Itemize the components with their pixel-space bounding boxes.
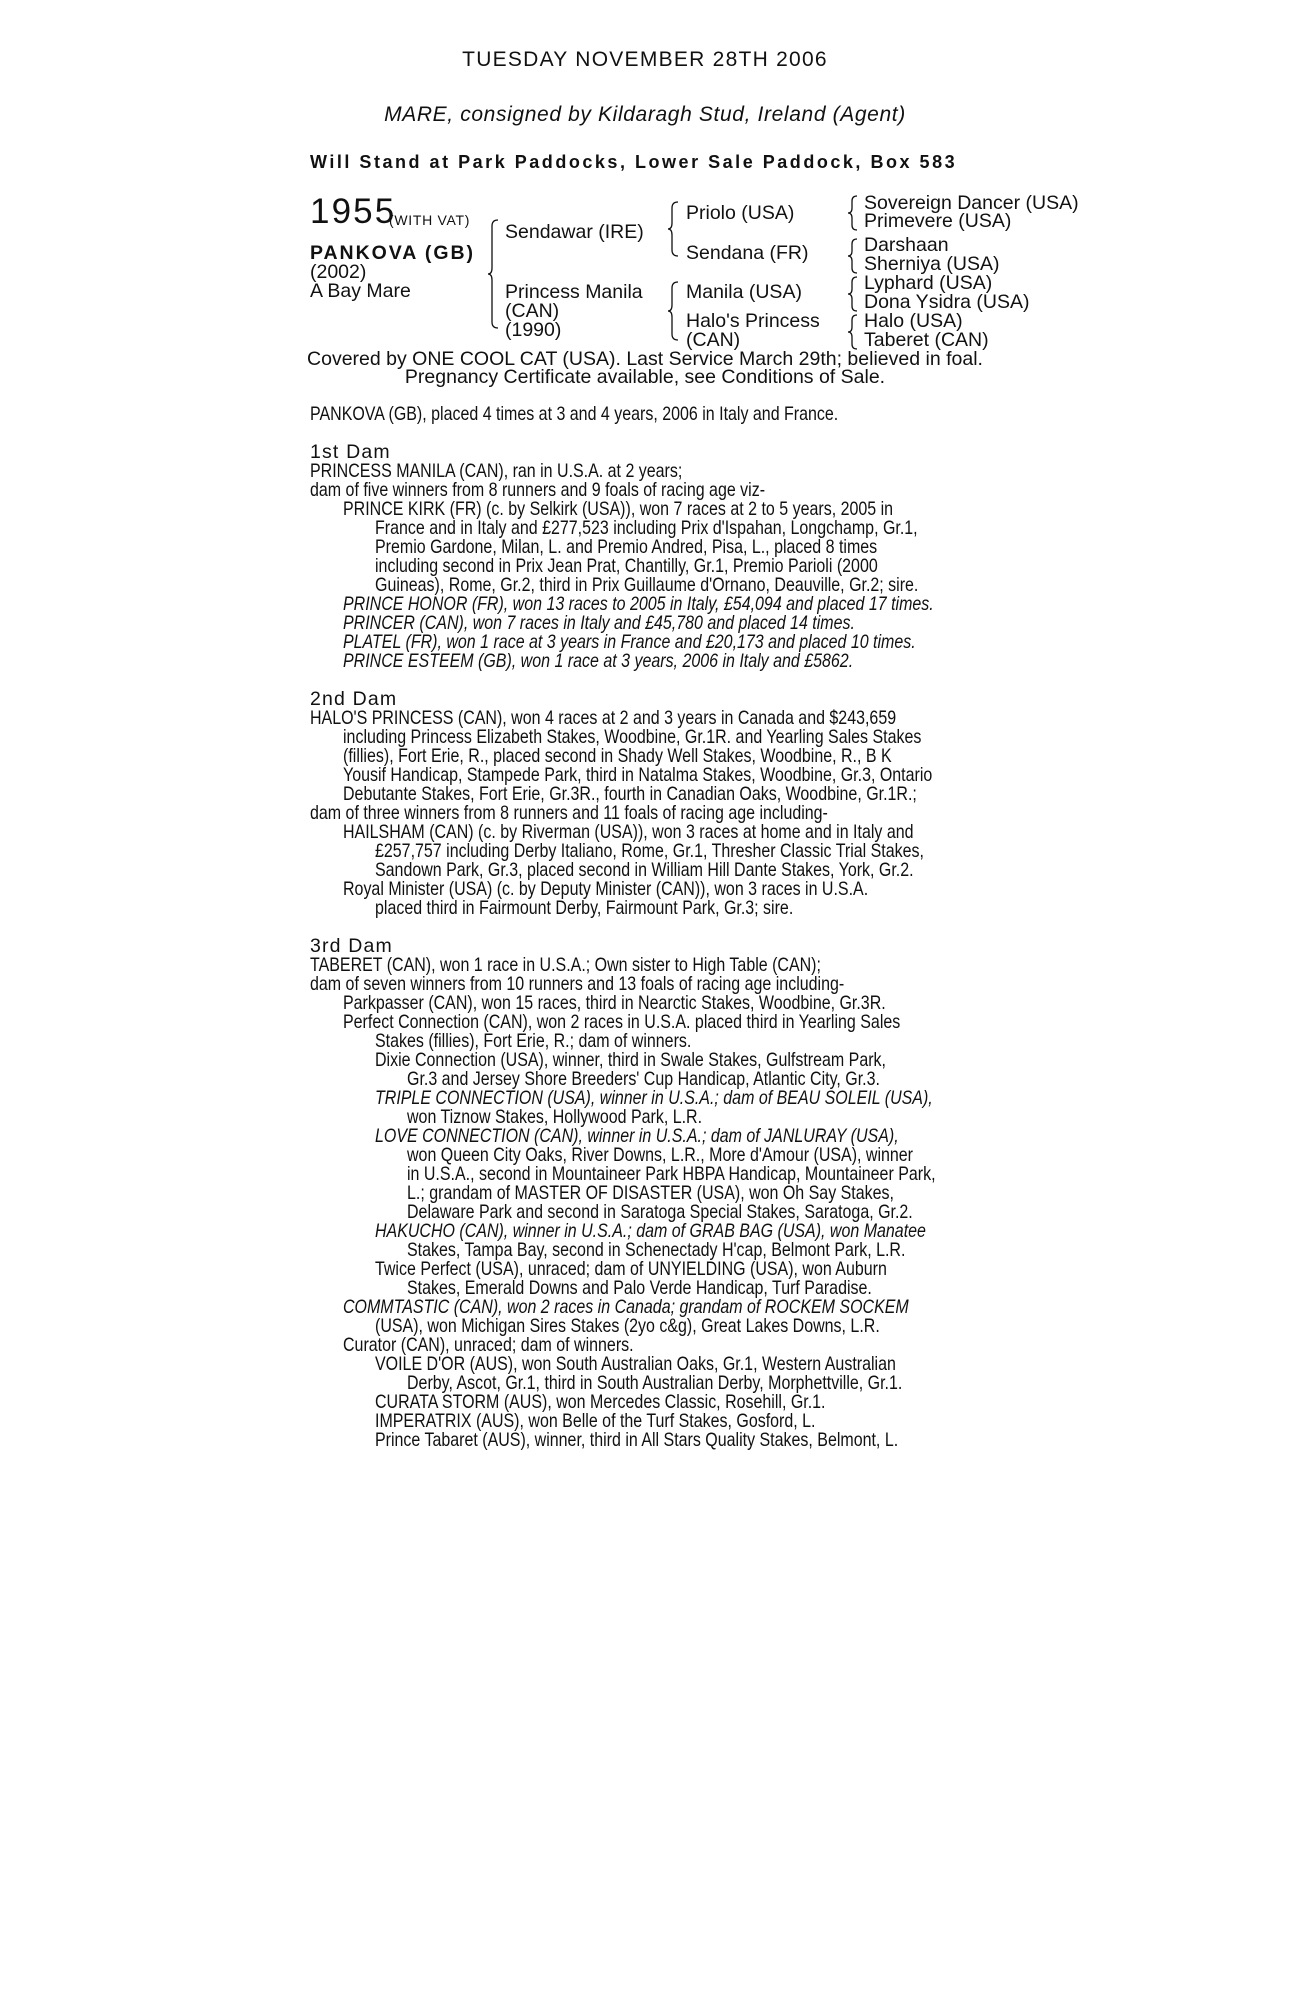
- dam3-line: Stakes (fillies), Fort Erie, R.; dam of winners.: [375, 1030, 692, 1052]
- dam2-line: including Princess Elizabeth Stakes, Woodbine, Gr.1R. and Yearling Sales Stakes: [343, 726, 922, 748]
- racing-summary: PANKOVA (GB), placed 4 times at 3 and 4 years, 2006 in Italy and France.: [310, 403, 839, 425]
- pedigree-dam-dam-country: (CAN): [686, 329, 741, 351]
- third-dam-heading: 3rd Dam: [310, 935, 393, 957]
- pedigree-brace-gen1: [488, 218, 502, 330]
- dam2-line: placed third in Fairmount Derby, Fairmount Park, Gr.3; sire.: [375, 897, 794, 919]
- first-dam-heading: 1st Dam: [310, 441, 391, 463]
- pedigree-sire-sire: Priolo (USA): [686, 202, 795, 224]
- dam1-line: PLATEL (FR), won 1 race at 3 years in France and £20,173 and placed 10 times.: [343, 631, 916, 653]
- dam3-line: (USA), won Michigan Sires Stakes (2yo c&g), Great Lakes Downs, L.R.: [375, 1315, 880, 1337]
- dam1-line: France and in Italy and £277,523 including Prix d'Ispahan, Longchamp, Gr.1,: [375, 517, 918, 539]
- second-dam-section: [310, 690, 1062, 918]
- pedigree-dam-dam-name: Halo's Princess: [686, 310, 820, 332]
- dam3-line: TABERET (CAN), won 1 race in U.S.A.; Own sister to High Table (CAN);: [310, 954, 821, 976]
- dam3-line: VOILE D'OR (AUS), won South Australian Oaks, Gr.1, Western Australian: [375, 1353, 896, 1375]
- lot-number: 1955: [310, 192, 397, 231]
- pedigree-sire: Sendawar (IRE): [505, 221, 644, 243]
- dam3-line: Perfect Connection (CAN), won 2 races in U.S.A. placed third in Yearling Sales: [343, 1011, 901, 1033]
- dam1-line: Premio Gardone, Milan, L. and Premio Andred, Pisa, L., placed 8 times: [375, 536, 878, 558]
- pedigree-brace-sire: [668, 200, 682, 258]
- pedigree-brace-dam: [668, 280, 682, 342]
- dam2-line: (fillies), Fort Erie, R., placed second in Shady Well Stakes, Woodbine, R., B K: [343, 745, 892, 767]
- pedigree-g7: Halo (USA): [864, 310, 963, 332]
- dam1-line: PRINCE HONOR (FR), won 13 races to 2005 in Italy, £54,094 and placed 17 times.: [343, 593, 934, 615]
- dam2-line: Debutante Stakes, Fort Erie, Gr.3R., fourth in Canadian Oaks, Woodbine, Gr.1R.;: [343, 783, 917, 805]
- pedigree-brace-g3a: [848, 194, 860, 232]
- dam3-line: dam of seven winners from 10 runners and 13 foals of racing age including-: [310, 973, 845, 995]
- horse-description: A Bay Mare: [310, 280, 411, 302]
- horse-year: (2002): [310, 261, 367, 283]
- dam3-line: won Tiznow Stakes, Hollywood Park, L.R.: [407, 1106, 703, 1128]
- dam3-line: Dixie Connection (USA), winner, third in Swale Stakes, Gulfstream Park,: [375, 1049, 887, 1071]
- dam2-line: HAILSHAM (CAN) (c. by Riverman (USA)), won 3 races at home and in Italy and: [343, 821, 914, 843]
- dam1-line: Guineas), Rome, Gr.2, third in Prix Guillaume d'Ornano, Deauville, Gr.2; sire.: [375, 574, 919, 596]
- second-dam-heading: 2nd Dam: [310, 688, 398, 710]
- consignment-line: MARE, consigned by Kildaragh Stud, Ireland (Agent): [384, 103, 906, 126]
- covered-note: Covered by ONE COOL CAT (USA). Last Service March 29th; believed in foal.: [307, 348, 983, 370]
- dam2-line: dam of three winners from 8 runners and 11 foals of racing age including-: [310, 802, 828, 824]
- pedigree-dam-year: (1990): [505, 319, 562, 341]
- pedigree-g5: Lyphard (USA): [864, 272, 993, 294]
- dam1-line: PRINCE ESTEEM (GB), won 1 race at 3 years, 2006 in Italy and £5862.: [343, 650, 854, 672]
- dam3-line: COMMTASTIC (CAN), won 2 races in Canada; grandam of ROCKEM SOCKEM: [343, 1296, 909, 1318]
- horse-name: PANKOVA (GB): [310, 242, 475, 264]
- dam1-line: PRINCE KIRK (FR) (c. by Selkirk (USA)), won 7 races at 2 to 5 years, 2005 in: [343, 498, 894, 520]
- pedigree-brace-g3b: [848, 237, 860, 275]
- pedigree-dam-name: Princess Manila: [505, 281, 643, 303]
- dam2-line: HALO'S PRINCESS (CAN), won 4 races at 2 and 3 years in Canada and $243,659: [310, 707, 897, 729]
- pedigree-g2: Primevere (USA): [864, 210, 1012, 232]
- dam3-line: Stakes, Emerald Downs and Palo Verde Handicap, Turf Paradise.: [407, 1277, 872, 1299]
- dam3-line: Parkpasser (CAN), won 15 races, third in Nearctic Stakes, Woodbine, Gr.3R.: [343, 992, 886, 1014]
- pedigree-g1: Sovereign Dancer (USA): [864, 192, 1079, 214]
- dam3-line: IMPERATRIX (AUS), won Belle of the Turf Stakes, Gosford, L.: [375, 1410, 816, 1432]
- dam3-line: Derby, Ascot, Gr.1, third in South Australian Derby, Morphettville, Gr.1.: [407, 1372, 903, 1394]
- dam1-line: including second in Prix Jean Prat, Chantilly, Gr.1, Premio Parioli (2000: [375, 555, 878, 577]
- pedigree-g6: Dona Ysidra (USA): [864, 291, 1030, 313]
- dam1-line: PRINCESS MANILA (CAN), ran in U.S.A. at 2 years;: [310, 460, 683, 482]
- dam2-line: Sandown Park, Gr.3, placed second in William Hill Dante Stakes, York, Gr.2.: [375, 859, 914, 881]
- dam2-line: Yousif Handicap, Stampede Park, third in Natalma Stakes, Woodbine, Gr.3, Ontario: [343, 764, 933, 786]
- pregnancy-note: Pregnancy Certificate available, see Conditions of Sale.: [404, 366, 886, 388]
- dam3-line: won Queen City Oaks, River Downs, L.R., More d'Amour (USA), winner: [407, 1144, 914, 1166]
- dam2-line: Royal Minister (USA) (c. by Deputy Minister (CAN)), won 3 races in U.S.A.: [343, 878, 869, 900]
- pedigree-g3: Darshaan: [864, 234, 949, 256]
- dam3-line: Curator (CAN), unraced; dam of winners.: [343, 1334, 634, 1356]
- sale-date: TUESDAY NOVEMBER 28TH 2006: [462, 48, 828, 71]
- pedigree-brace-g3d: [848, 313, 860, 351]
- pedigree-brace-g3c: [848, 275, 860, 313]
- dam3-line: CURATA STORM (AUS), won Mercedes Classic, Rosehill, Gr.1.: [375, 1391, 826, 1413]
- pedigree-g8: Taberet (CAN): [864, 329, 989, 351]
- dam3-line: HAKUCHO (CAN), winner in U.S.A.; dam of GRAB BAG (USA), won Manatee: [375, 1220, 926, 1242]
- dam3-line: L.; grandam of MASTER OF DISASTER (USA), won Oh Say Stakes,: [407, 1182, 894, 1204]
- pedigree-g4: Sherniya (USA): [864, 253, 1000, 275]
- first-dam-section: [310, 443, 1063, 671]
- dam3-line: Prince Tabaret (AUS), winner, third in All Stars Quality Stakes, Belmont, L.: [375, 1429, 899, 1451]
- dam3-line: Twice Perfect (USA), unraced; dam of UNYIELDING (USA), won Auburn: [375, 1258, 887, 1280]
- pedigree-dam-sire: Manila (USA): [686, 281, 802, 303]
- dam3-line: Stakes, Tampa Bay, second in Schenectady H'cap, Belmont Park, L.R.: [407, 1239, 906, 1261]
- dam3-line: TRIPLE CONNECTION (USA), winner in U.S.A.; dam of BEAU SOLEIL (USA),: [375, 1087, 933, 1109]
- dam2-line: £257,757 including Derby Italiano, Rome, Gr.1, Thresher Classic Trial Stakes,: [375, 840, 924, 862]
- dam1-line: PRINCER (CAN), won 7 races in Italy and £45,780 and placed 14 times.: [343, 612, 855, 634]
- pedigree-sire-dam: Sendana (FR): [686, 242, 809, 264]
- stand-location: Will Stand at Park Paddocks, Lower Sale Paddock, Box 583: [310, 152, 958, 172]
- dam3-line: Gr.3 and Jersey Shore Breeders' Cup Handicap, Atlantic City, Gr.3.: [407, 1068, 880, 1090]
- third-dam-section: [310, 937, 1055, 1450]
- vat-label: (WITH VAT): [389, 212, 471, 228]
- dam3-line: in U.S.A., second in Mountaineer Park HBPA Handicap, Mountaineer Park,: [407, 1163, 936, 1185]
- pedigree-dam-country: (CAN): [505, 300, 560, 322]
- dam3-line: Delaware Park and second in Saratoga Special Stakes, Saratoga, Gr.2.: [407, 1201, 913, 1223]
- dam3-line: LOVE CONNECTION (CAN), winner in U.S.A.; dam of JANLURAY (USA),: [375, 1125, 899, 1147]
- dam1-line: dam of five winners from 8 runners and 9 foals of racing age viz-: [310, 479, 766, 501]
